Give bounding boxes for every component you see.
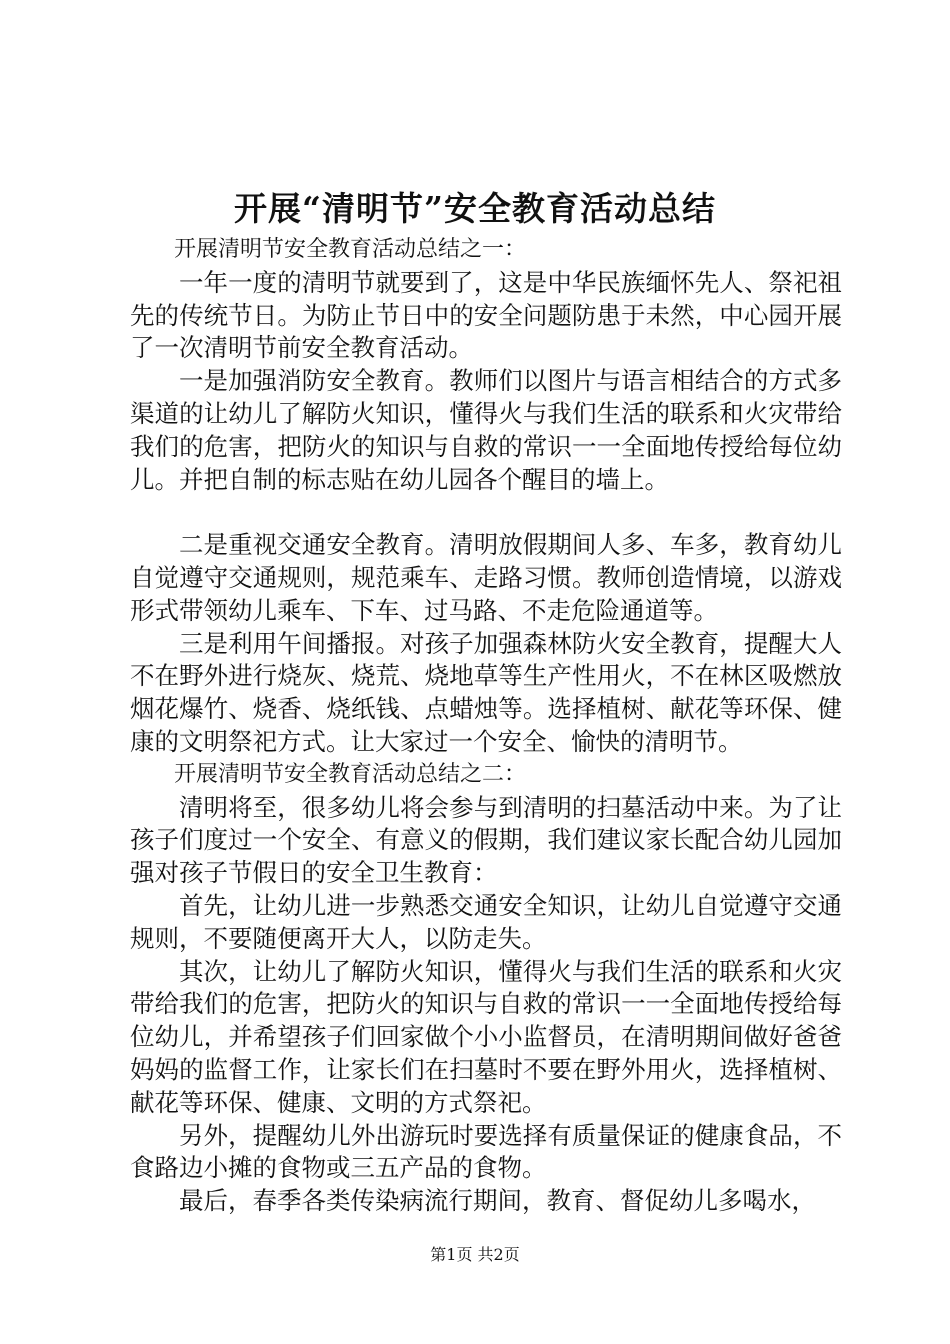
paragraph-additionally: 另外，提醒幼儿外出游玩时要选择有质量保证的健康食品，不食路边小摊的食物或三五产品的食物。 [130,1120,842,1183]
paragraph-fire-safety: 一是加强消防安全教育。教师们以图片与语言相结合的方式多渠道的让幼儿了解防火知识，懂得火与我们生活的联系和火灾带给我们的危害，把防火的知识与自救的常识一一全面地传授给每位幼儿。并把自制的标志贴在幼儿园各个醒目的墙上。 [130,366,842,494]
paragraph-noon-broadcast: 三是利用午间播报。对孩子加强森林防火安全教育，提醒大人不在野外进行烧灰、烧荒、烧地草等生产性用火，不在林区吸燃放烟花爆竹、烧香、烧纸钱、点蜡烛等。选择植树、献花等环保、健康的文明祭祀方式。让大家过一个安全、愉快的清明节。 [130,628,842,756]
paragraph-qingming-intro: 清明将至，很多幼儿将会参与到清明的扫墓活动中来。为了让孩子们度过一个安全、有意义的假期，我们建议家长配合幼儿园加强对孩子节假日的安全卫生教育： [130,792,842,888]
document-body [130,234,842,1218]
blank-line [130,496,842,529]
document-title: 开展“清明节”安全教育活动总结 [234,189,716,228]
paragraph-first: 首先，让幼儿进一步熟悉交通安全知识，让幼儿自觉遵守交通规则，不要随便离开大人，以防走失。 [130,890,842,953]
paragraph-second: 其次，让幼儿了解防火知识，懂得火与我们生活的联系和火灾带给我们的危害，把防火的知识与自救的常识一一全面地传授给每位幼儿，并希望孩子们回家做个小小监督员，在清明期间做好爸爸妈妈的监督工作，让家长们在扫墓时不要在野外用火，选择植树、献花等环保、健康、文明的方式祭祀。 [130,956,842,1117]
paragraph-traffic-safety: 二是重视交通安全教育。清明放假期间人多、车多，教育幼儿自觉遵守交通规则，规范乘车、走路习惯。教师创造情境，以游戏形式带领幼儿乘车、下车、过马路、不走危险通道等。 [130,530,842,625]
paragraph-finally: 最后，春季各类传染病流行期间，教育、督促幼儿多喝水， [179,1186,816,1216]
paragraph-intro: 一年一度的清明节就要到了，这是中华民族缅怀先人、祭祀祖先的传统节日。为防止节日中的安全问题防患于未然，中心园开展了一次清明节前安全教育活动。 [130,267,842,363]
page-footer: 第1页 共2页 [430,1245,520,1264]
section-heading-2: 开展清明节安全教育活动总结之二： [174,761,527,787]
section-heading-1: 开展清明节安全教育活动总结之一： [174,237,527,262]
